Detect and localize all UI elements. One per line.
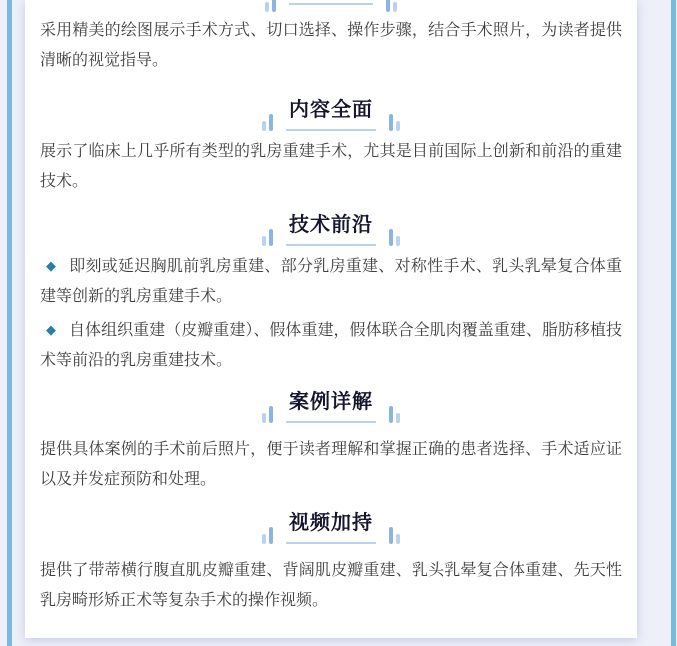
- left-edge-line: [7, 0, 12, 646]
- quote-bar-tall: [269, 406, 273, 423]
- quote-bar-short: [262, 413, 266, 423]
- section-heading-title: 内容全面: [286, 96, 376, 131]
- section-heading: [40, 509, 622, 544]
- section-paragraph: 展示了临床上几乎所有类型的乳房重建手术，尤其是目前国际上创新和前沿的重建技术。: [40, 143, 622, 190]
- heading-right-quote-icon: [389, 96, 400, 131]
- section-paragraph: 提供了带蒂横行腹直肌皮瓣重建、背阔肌皮瓣重建、乳头乳晕复合体重建、先天性乳房畸形矫正术等复杂手术的操作视频。: [40, 562, 622, 609]
- quote-bar-tall: [269, 229, 273, 246]
- section-heading: [40, 96, 622, 131]
- heading-left-quote-icon: [262, 388, 273, 423]
- section-heading-title: 视频加持: [286, 509, 376, 544]
- bullet-item: [40, 315, 622, 376]
- heading-left-quote-icon: [262, 509, 273, 544]
- quote-bar-tall: [386, 0, 390, 12]
- section-paragraph: 提供具体案例的手术前后照片，便于读者理解和掌握正确的患者选择、手术适应证以及并发症预防和处理。: [40, 441, 622, 488]
- quote-bar-short: [262, 534, 266, 544]
- bullet-text: 自体组织重建（皮瓣重建）、假体重建，假体联合全肌肉覆盖重建、脂肪移植技术等前沿的乳房重建技术。: [40, 322, 622, 369]
- quote-bar-short: [396, 121, 400, 131]
- section-heading: [40, 388, 622, 423]
- quote-bar-short: [396, 413, 400, 423]
- quote-bar-tall: [269, 114, 273, 131]
- quote-bar-short: [396, 236, 400, 246]
- bullet-item: [40, 251, 622, 312]
- content-card: [25, 0, 637, 638]
- section-heading-partial: [40, 0, 622, 12]
- quote-bar-short: [265, 2, 269, 12]
- quote-bar-short: [262, 121, 266, 131]
- section-heading-title: 技术前沿: [286, 211, 376, 246]
- quote-bar-tall: [389, 114, 393, 131]
- quote-bar-short: [393, 2, 397, 12]
- section-heading-title-cutoff: [289, 0, 373, 5]
- heading-left-quote-icon: [262, 211, 273, 246]
- heading-left-quote-icon: [262, 96, 273, 131]
- heading-right-quote-icon: [389, 211, 400, 246]
- heading-right-quote-icon: [389, 509, 400, 544]
- quote-bar-short: [262, 236, 266, 246]
- quote-bar-tall: [389, 229, 393, 246]
- section-heading: [40, 211, 622, 246]
- intro-paragraph: 采用精美的绘图展示手术方式、切口选择、操作步骤，结合手术照片，为读者提供清晰的视觉指导。: [40, 22, 622, 69]
- quote-bar-short: [396, 534, 400, 544]
- quote-bar-tall: [389, 527, 393, 544]
- quote-bar-tall: [269, 527, 273, 544]
- quote-bar-tall: [272, 0, 276, 12]
- heading-left-quote-icon: [265, 0, 276, 12]
- right-edge-line: [671, 0, 676, 646]
- section-heading-title: 案例详解: [286, 388, 376, 423]
- heading-right-quote-icon: [386, 0, 397, 12]
- heading-right-quote-icon: [389, 388, 400, 423]
- bullet-diamond-icon: ◆: [46, 322, 57, 337]
- bullet-text: 即刻或延迟胸肌前乳房重建、部分乳房重建、对称性手术、乳头乳晕复合体重建等创新的乳房重建手术。: [40, 258, 622, 305]
- bullet-diamond-icon: ◆: [46, 258, 57, 273]
- quote-bar-tall: [389, 406, 393, 423]
